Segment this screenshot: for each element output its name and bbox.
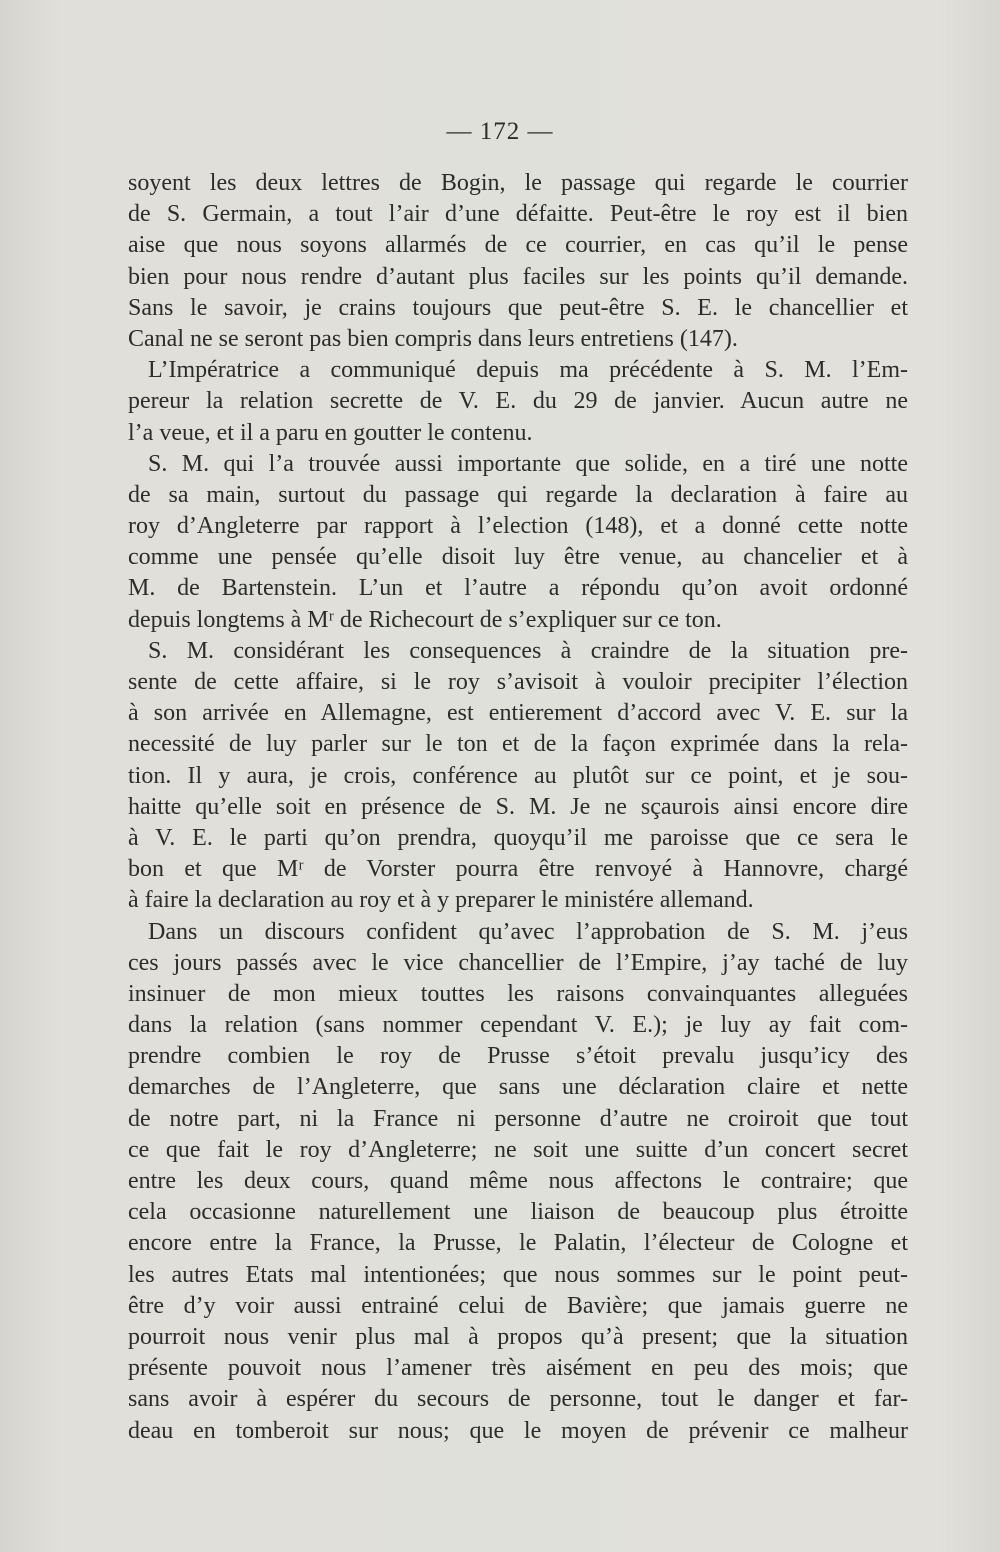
text-line: Canal ne se seront pas bien compris dans leurs entretiens (147). <box>128 325 738 352</box>
text-line: de notre part, ni la France ni personne d’autre ne croiroit que tout <box>128 1105 908 1132</box>
text-line: pourroit nous venir plus mal à propos qu’à present; que la situation <box>128 1323 908 1350</box>
text-line: sans avoir à espérer du secours de personne, tout le danger et far- <box>128 1386 908 1413</box>
text-line: haitte qu’elle soit en présence de S. M. Je ne sçaurois ainsi encore dire <box>128 793 908 820</box>
body-text <box>128 168 908 1447</box>
text-line: de sa main, surtout du passage qui regarde la declaration à faire au <box>128 481 908 508</box>
text-line: prendre combien le roy de Prusse s’étoit prevalu jusqu’icy des <box>128 1043 908 1070</box>
text-line: présente pouvoit nous l’amener très aisément en peu des mois; que <box>128 1355 908 1382</box>
text-line: sente de cette affaire, si le roy s’avisoit à vouloir precipiter l’élection <box>128 669 908 695</box>
text-line: l’a veue, et il a paru en goutter le contenu. <box>128 419 533 446</box>
text-line: entre les deux cours, quand même nous affectons le contraire; que <box>128 1168 908 1194</box>
text-line: necessité de luy parler sur le ton et de la façon exprimée dans la rela- <box>128 731 908 758</box>
text-line: à faire la declaration au roy et à y preparer le ministére allemand. <box>128 887 754 914</box>
text-line: à V. E. le parti qu’on prendra, quoyqu’il me paroisse que ce sera le <box>128 824 908 851</box>
text-line: bon et que Mʳ de Vorster pourra être renvoyé à Hannovre, chargé <box>128 856 908 883</box>
text-line: insinuer de mon mieux touttes les raisons convainquantes alleguées <box>128 980 908 1007</box>
text-line: demarches de l’Angleterre, que sans une déclaration claire et nette <box>128 1074 908 1101</box>
text-line: soyent les deux lettres de Bogin, le passage qui regarde le courrier <box>128 170 908 196</box>
text-line: L’Impératrice a communiqué depuis ma précédente à S. M. l’Em- <box>148 357 908 384</box>
text-line: M. de Bartenstein. L’un et l’autre a répondu qu’on avoit ordonné <box>128 575 908 602</box>
text-line: comme une pensée qu’elle disoit luy être venue, au chancelier et à <box>128 544 908 571</box>
text-line: tion. Il y aura, je crois, conférence au plutôt sur ce point, et je sou- <box>128 762 908 789</box>
text-line: S. M. considérant les consequences à craindre de la situation pre- <box>148 637 908 664</box>
text-line: ce que fait le roy d’Angleterre; ne soit une suitte d’un concert secret <box>128 1136 908 1163</box>
text-line: dans la relation (sans nommer cependant V. E.); je luy ay fait com- <box>128 1012 908 1039</box>
text-line: Dans un discours confident qu’avec l’approbation de S. M. j’eus <box>148 918 908 945</box>
text-line: deau en tomberoit sur nous; que le moyen de prévenir ce malheur <box>128 1417 908 1444</box>
text-line: depuis longtems à Mʳ de Richecourt de s’expliquer sur ce ton. <box>128 606 722 633</box>
text-line: de S. Germain, a tout l’air d’une défaitte. Peut-être le roy est il bien <box>128 201 908 228</box>
text-line: les autres Etats mal intentionées; que nous sommes sur le point peut- <box>128 1261 908 1288</box>
text-line: à son arrivée en Allemagne, est entierement d’accord avec V. E. sur la <box>128 700 908 727</box>
text-line: ces jours passés avec le vice chancellier de l’Empire, j’ay taché de luy <box>128 949 908 976</box>
text-line: être d’y voir aussi entrainé celui de Bavière; que jamais guerre ne <box>128 1292 908 1319</box>
text-line: aise que nous soyons allarmés de ce courrier, en cas qu’il le pense <box>128 232 908 259</box>
text-line: pereur la relation secrette de V. E. du 29 de janvier. Aucun autre ne <box>128 388 908 415</box>
text-line: S. M. qui l’a trouvée aussi importante que solide, en a tiré une notte <box>148 450 908 477</box>
text-line: cela occasionne naturellement une liaison de beaucoup plus étroitte <box>128 1199 908 1226</box>
page-number: — 172 — <box>446 118 554 145</box>
text-line: bien pour nous rendre d’autant plus faciles sur les points qu’il demande. <box>128 263 908 290</box>
text-line: Sans le savoir, je crains toujours que peut-être S. E. le chancellier et <box>128 294 908 321</box>
text-line: roy d’Angleterre par rapport à l’election (148), et a donné cette notte <box>128 513 908 540</box>
text-line: encore entre la France, la Prusse, le Palatin, l’électeur de Cologne et <box>128 1230 908 1257</box>
